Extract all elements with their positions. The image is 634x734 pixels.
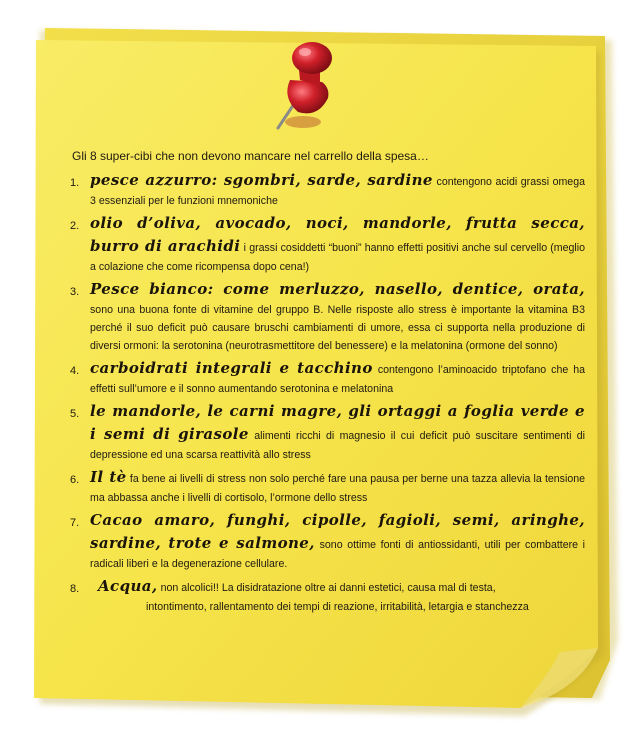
list-item xyxy=(70,575,585,616)
item-text: i grassi cosiddetti “buoni” hanno effetti positivi anche sul cervello (meglio a colazione che come ricompensa dopo cena!) xyxy=(90,242,585,273)
super-food-list xyxy=(70,169,585,616)
item-text: sono ottime fonti di antiossidanti, utili per combattere i radicali liberi e la degenerazione cellulare. xyxy=(90,539,585,570)
item-number: 4. xyxy=(70,365,80,377)
note-content xyxy=(70,147,585,618)
item-number: 6. xyxy=(70,474,80,486)
item-highlight: le mandorle, le carni magre, gli ortaggi a foglia verde e i semi di girasole xyxy=(90,402,585,443)
item-body xyxy=(90,575,585,616)
item-highlight: Acqua, xyxy=(98,577,158,595)
item-number: 1. xyxy=(70,177,80,189)
item-highlight: carboidrati integrali e tacchino xyxy=(90,359,373,377)
item-body xyxy=(90,357,585,398)
item-text-continued: intontimento, rallentamento dei tempi di reazione, irritabilità, letargia e stanchezza xyxy=(146,601,529,613)
list-item xyxy=(70,212,585,276)
item-text: contengono l’aminoacido triptofano che ha effetti sull’umore e il sonno aumentando serotonina e melatonina xyxy=(90,364,585,395)
list-item xyxy=(70,509,585,573)
list-item xyxy=(70,400,585,464)
item-body xyxy=(90,212,585,276)
item-body xyxy=(90,169,585,210)
item-highlight: Cacao amaro, funghi, cipolle, fagioli, semi, aringhe, sardine, trote e salmone, xyxy=(90,511,585,552)
item-text: alimenti ricchi di magnesio il cui deficit può suscitare sentimenti di depressione ed una scarsa reattività allo stress xyxy=(90,430,586,461)
item-highlight: Il tè xyxy=(90,468,127,486)
item-number: 8. xyxy=(70,583,80,595)
item-number: 2. xyxy=(70,220,80,232)
item-text: contengono acidi grassi omega 3 essenziali per le funzioni mnemoniche xyxy=(90,176,585,207)
item-highlight: olio d’oliva, avocado, noci, mandorle, frutta secca, burro di arachidi xyxy=(90,214,585,255)
list-item xyxy=(70,357,585,398)
intro-text: Gli 8 super-cibi che non devono mancare nel carrello della spesa… xyxy=(72,149,429,163)
item-number: 5. xyxy=(70,408,80,420)
item-body xyxy=(90,509,585,573)
list-item xyxy=(70,169,585,210)
list-item xyxy=(70,278,585,355)
item-number: 7. xyxy=(70,517,80,529)
list-item xyxy=(70,466,585,507)
item-body xyxy=(90,278,585,355)
item-highlight: pesce azzurro: sgombri, sarde, sardine xyxy=(90,171,433,189)
item-text: non alcolici!! La disidratazione oltre ai danni estetici, causa mal di testa, xyxy=(160,582,496,594)
item-text: sono una buona fonte di vitamine del gruppo B. Nelle risposte allo stress è importante la vitamina B3 perché il suo deficit può causare bruschi cambiamenti di umore, essa ci supporta nella produzione di diversi ormoni: la serotonina (neurotrasmettitore del benessere) e la melatonina (ormone del sonno) xyxy=(90,304,585,352)
item-text: fa bene ai livelli di stress non solo perché fare una pausa per berne una tazza allevia la tensione ma abbassa anche i livelli di cortisolo, l’ormone dello stress xyxy=(90,473,585,504)
item-number: 3. xyxy=(70,286,80,298)
item-highlight: Pesce bianco: come merluzzo, nasello, dentice, orata, xyxy=(90,280,585,298)
item-body xyxy=(90,466,585,507)
item-body xyxy=(90,400,585,464)
